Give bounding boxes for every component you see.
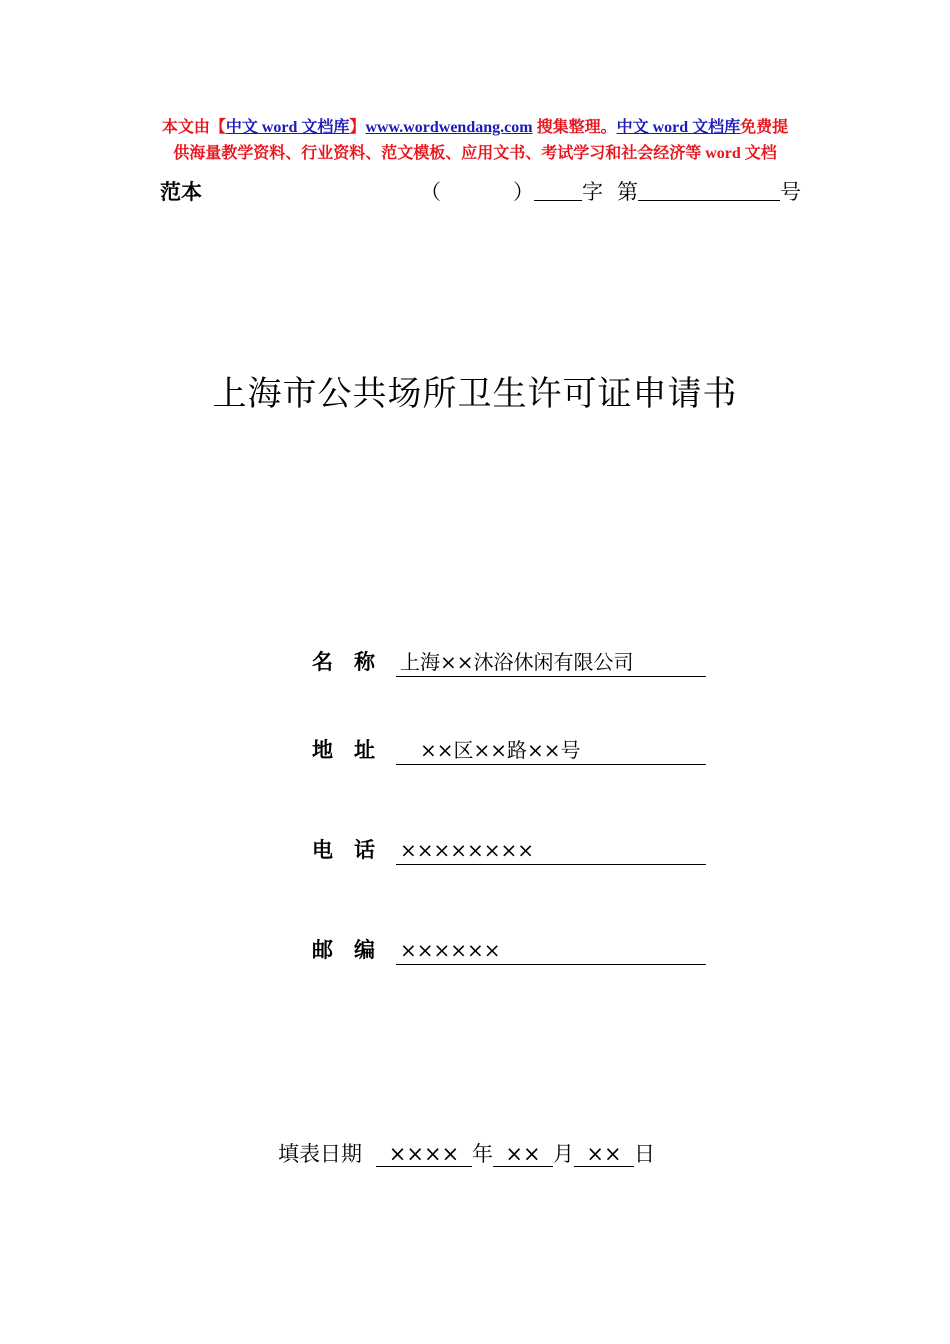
site-name-link-2[interactable]: 中文 word 文档库 bbox=[616, 119, 741, 136]
zi-char: 字 bbox=[582, 180, 603, 204]
field-phone bbox=[312, 834, 706, 865]
field-address bbox=[312, 734, 706, 765]
month-value: ×× bbox=[493, 1142, 553, 1167]
document-number bbox=[420, 176, 801, 206]
source-notice-line-1 bbox=[0, 114, 950, 137]
template-label: 范本 bbox=[160, 180, 202, 204]
day-unit: 日 bbox=[634, 1142, 655, 1166]
field-label: 地 址 bbox=[312, 738, 375, 762]
source-notice-line-2: 供海量教学资料、行业资料、范文模板、应用文书、考试学习和社会经济等 word 文档 bbox=[173, 145, 777, 162]
fill-date bbox=[278, 1138, 655, 1168]
field-value: 上海××沐浴休闲有限公司 bbox=[396, 649, 706, 677]
open-paren: （ bbox=[420, 180, 441, 204]
field-postcode bbox=[312, 934, 706, 965]
site-url-link[interactable]: www.wordwendang.com bbox=[365, 119, 533, 136]
di-char: 第 bbox=[617, 180, 638, 204]
year-unit: 年 bbox=[472, 1142, 493, 1166]
notice-text: 搜集整理。 bbox=[532, 119, 617, 136]
hao-char: 号 bbox=[780, 180, 801, 204]
number-blank bbox=[638, 180, 780, 201]
field-label: 电 话 bbox=[312, 838, 375, 862]
date-label: 填表日期 bbox=[278, 1142, 362, 1166]
field-label: 名 称 bbox=[312, 650, 375, 674]
prefix-blank bbox=[534, 180, 582, 201]
field-value: ×××××××× bbox=[396, 837, 706, 865]
field-label: 邮 编 bbox=[312, 938, 375, 962]
page-title: 上海市公共场所卫生许可证申请书 bbox=[212, 374, 738, 414]
field-value: ××区××路××号 bbox=[396, 737, 706, 765]
notice-text: 本文由【 bbox=[161, 119, 226, 136]
field-value: ×××××× bbox=[396, 937, 706, 965]
field-name bbox=[312, 646, 706, 677]
notice-text: 免费提 bbox=[740, 119, 789, 136]
month-unit: 月 bbox=[553, 1142, 574, 1166]
notice-text: 】 bbox=[349, 119, 366, 136]
site-name-link[interactable]: 中文 word 文档库 bbox=[225, 119, 350, 136]
day-value: ×× bbox=[574, 1142, 634, 1167]
close-paren: ） bbox=[513, 180, 534, 204]
year-value: ×××× bbox=[376, 1142, 472, 1167]
